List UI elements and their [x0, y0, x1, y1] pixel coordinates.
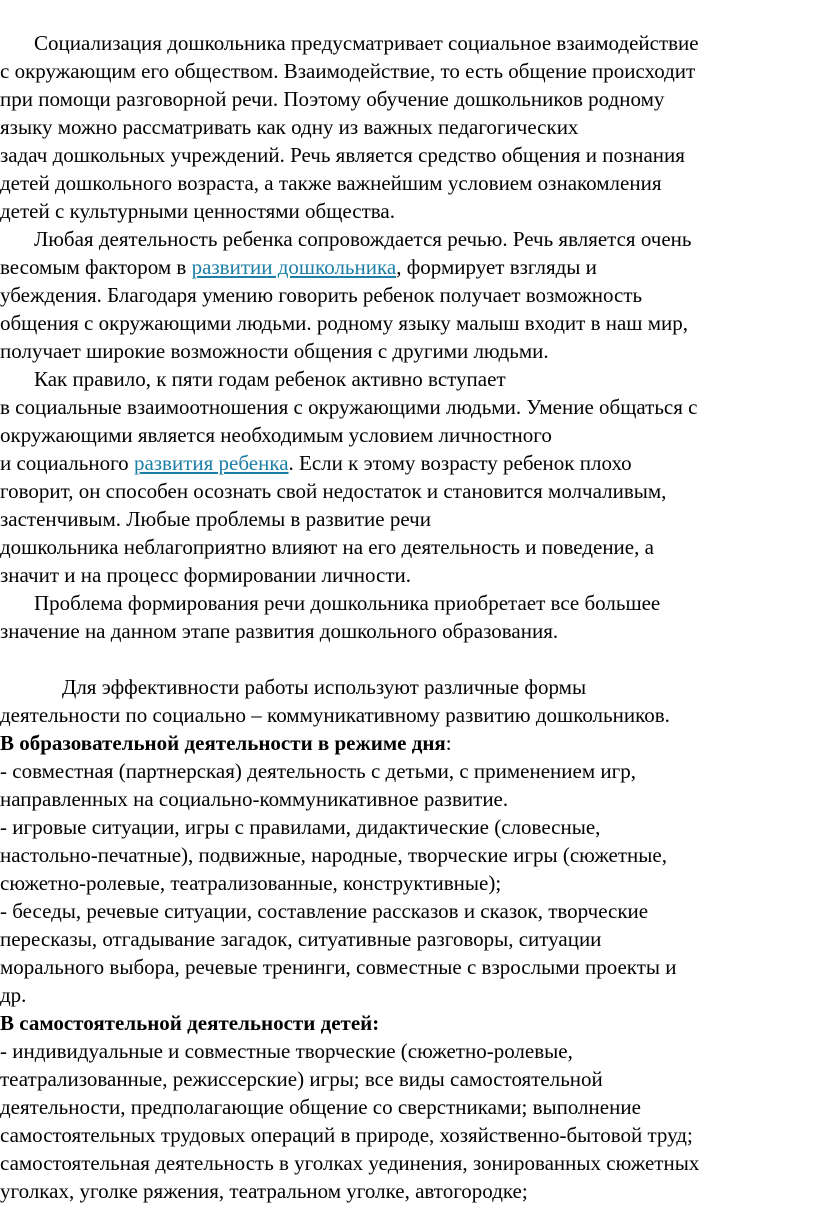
- section-2-line-1: - индивидуальные и совместные творческие (сюжетно-ролевые,: [0, 1039, 573, 1063]
- paragraph-2-line-4: общения с окружающими людьми. родному языку малыш входит в наш мир,: [0, 311, 688, 335]
- paragraph-1-line-1: Социализация дошкольника предусматривает социальное взаимодействие: [34, 31, 699, 55]
- section-2-line-4: самостоятельных трудовых операций в природе, хозяйственно-бытовой труд;: [0, 1123, 693, 1147]
- paragraph-3-line-1: Как правило, к пяти годам ребенок активно вступает: [34, 367, 506, 391]
- link-child-development[interactable]: развития ребенка: [133, 451, 289, 475]
- section-1-line-1: - совместная (партнерская) деятельность с детьми, с применением игр,: [0, 759, 636, 783]
- section-2-line-6: уголках, уголке ряжения, театральном уголке, автогородке;: [0, 1179, 528, 1203]
- section-2-line-5: самостоятельная деятельность в уголках уединения, зонированных сюжетных: [0, 1151, 700, 1175]
- section-1-line-4: настольно-печатные), подвижные, народные, творческие игры (сюжетные,: [0, 843, 667, 867]
- paragraph-1-line-7: детей с культурными ценностями общества.: [0, 199, 395, 223]
- paragraph-4-line-1: Проблема формирования речи дошкольника приобретает все большее: [34, 591, 661, 615]
- paragraph-1-line-6: детей дошкольного возраста, а также важнейшим условием ознакомления: [0, 171, 662, 195]
- section-1-line-6: - беседы, речевые ситуации, составление рассказов и сказок, творческие: [0, 899, 649, 923]
- paragraph-2-line-2-end: , формирует взгляды и: [396, 255, 597, 279]
- paragraph-2-line-3: убеждения. Благодаря умению говорить ребенок получает возможность: [0, 283, 643, 307]
- paragraph-2-line-5: получает широкие возможности общения с другими людьми.: [0, 339, 549, 363]
- section-1-line-7: пересказы, отгадывание загадок, ситуативные разговоры, ситуации: [0, 927, 602, 951]
- section-1-line-8: морального выбора, речевые тренинги, совместные с взрослыми проекты и: [0, 955, 677, 979]
- paragraph-3-line-4-start: и социального: [0, 451, 134, 475]
- paragraph-2-line-2-start: весомым фактором в: [0, 255, 192, 279]
- section-1-heading-line: [0, 730, 452, 758]
- paragraph-1-line-3: при помощи разговорной речи. Поэтому обучение дошкольников родному: [0, 87, 665, 111]
- section-1-heading: В образовательной деятельности в режиме дня: [0, 731, 446, 755]
- paragraph-3-line-4-end: . Если к этому возрасту ребенок плохо: [288, 451, 632, 475]
- section-2-line-3: деятельности, предполагающие общение со сверстниками; выполнение: [0, 1095, 641, 1119]
- paragraph-1-line-2: с окружающим его обществом. Взаимодействие, то есть общение происходит: [0, 59, 696, 83]
- paragraph-3-line-2: в социальные взаимоотношения с окружающими людьми. Умение общаться с: [0, 395, 698, 419]
- section-2-line-2: театрализованные, режиссерские) игры; все виды самостоятельной: [0, 1067, 603, 1091]
- section-1-line-9: др.: [0, 983, 27, 1007]
- paragraph-3-line-6: застенчивым. Любые проблемы в развитие речи: [0, 507, 431, 531]
- section-1-heading-colon: :: [445, 731, 452, 755]
- paragraph-2-line-1: Любая деятельность ребенка сопровождается речью. Речь является очень: [34, 227, 692, 251]
- section-1-line-2: направленных на социально-коммуникативное развитие.: [0, 787, 509, 811]
- section-2-heading: В самостоятельной деятельности детей:: [0, 1011, 380, 1035]
- paragraph-4-line-2: значение на данном этапе развития дошкольного образования.: [0, 619, 559, 643]
- paragraph-3-line-4: [0, 450, 632, 478]
- paragraph-3-line-8: значит и на процесс формировании личности.: [0, 563, 412, 587]
- paragraph-5-line-1: Для эффективности работы используют различные формы: [62, 675, 587, 699]
- section-1-line-5: сюжетно-ролевые, театрализованные, конструктивные);: [0, 871, 502, 895]
- paragraph-3-line-3: окружающими является необходимым условием личностного: [0, 423, 552, 447]
- paragraph-3-line-7: дошкольника неблагоприятно влияют на его деятельность и поведение, а: [0, 535, 654, 559]
- paragraph-1-line-5: задач дошкольных учреждений. Речь является средство общения и познания: [0, 143, 685, 167]
- paragraph-1-line-4: языку можно рассматривать как одну из важных педагогических: [0, 115, 579, 139]
- paragraph-5-line-2: деятельности по социально – коммуникативному развитию дошкольников.: [0, 703, 670, 727]
- paragraph-2-line-2: [0, 254, 597, 282]
- paragraph-3-line-5: говорит, он способен осознать свой недостаток и становится молчаливым,: [0, 479, 667, 503]
- section-1-line-3: - игровые ситуации, игры с правилами, дидактические (словесные,: [0, 815, 601, 839]
- link-development-preschooler[interactable]: развитии дошкольника: [191, 255, 397, 279]
